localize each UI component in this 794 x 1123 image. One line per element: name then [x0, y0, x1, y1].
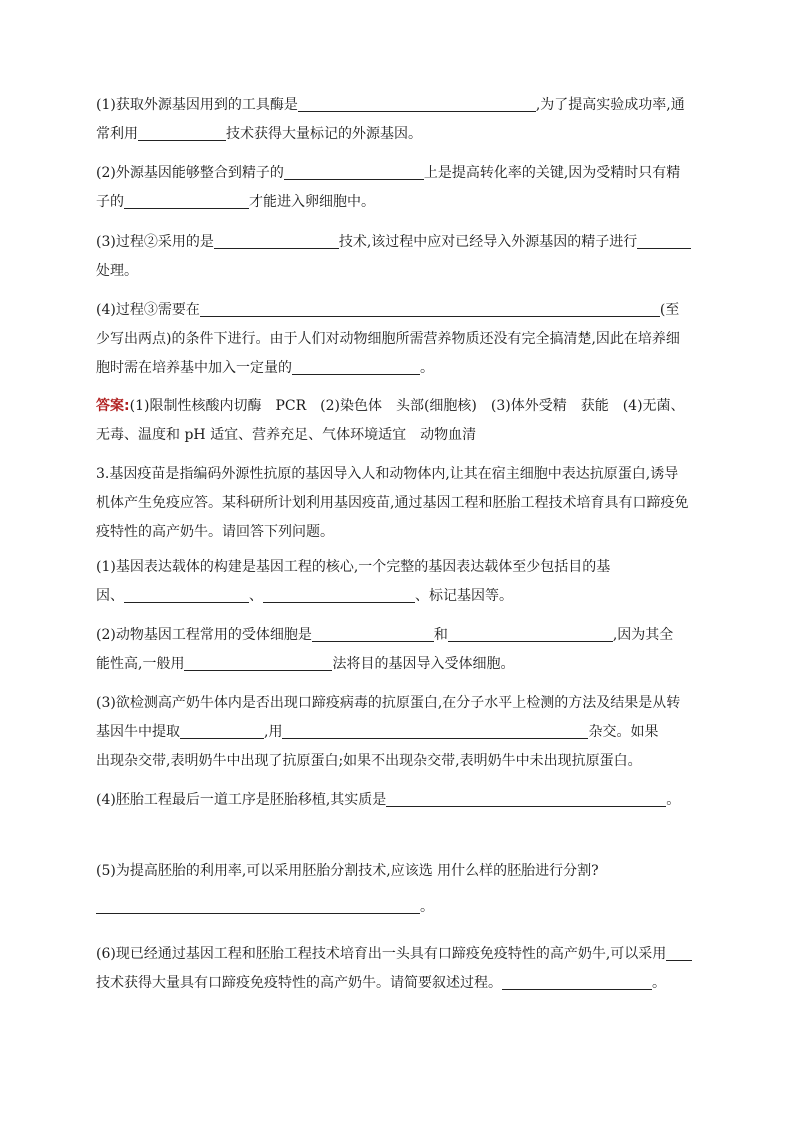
s1-text-c: 、标记基因等。	[415, 588, 513, 604]
problem-3-stem	[96, 460, 700, 547]
q4-text-c: 少写出两点)的条件下进行。由于人们对动物细胞所需营养物质还没有完全搞清楚,因此在培养细	[96, 331, 680, 347]
s1-text-b: 、	[249, 588, 263, 604]
q1-text-b: ,为了提高实验成功率,通	[535, 97, 685, 113]
sub-question-5-answer	[96, 893, 700, 922]
q1-text-a: (1)获取外源基因用到的工具酶是	[96, 97, 298, 113]
s2-text-a: (2)动物基因工程常用的受体细胞是	[96, 627, 312, 643]
answer-blank-promoter[interactable]	[124, 584, 249, 603]
answer-blank-antibody[interactable]	[282, 720, 588, 739]
answer-blank-conditions[interactable]	[200, 298, 660, 317]
s6-text-a: (6)现已经通过基因工程和胚胎工程技术培育出一头具有口蹄疫免疫特性的高产奶牛,可以采用	[96, 946, 667, 962]
answer-blank-technique[interactable]	[138, 122, 226, 141]
s1-line-1: (1)基因表达载体的构建是基因工程的核心,一个完整的基因表达载体至少包括目的基	[96, 559, 611, 575]
answer-blank-sperm-part[interactable]	[284, 161, 424, 180]
q2-text-d: 才能进入卵细胞中。	[249, 194, 375, 210]
answer-label: 答案:	[96, 398, 130, 414]
s2-text-c: ,因为其全	[612, 627, 674, 643]
s3-text-c: 杂交。如果	[588, 724, 659, 740]
s4-text-a: (4)胚胎工程最后一道工序是胚胎移植,其实质是	[96, 792, 387, 808]
s6-text-c: 。	[652, 975, 666, 991]
answer-blank-terminator[interactable]	[263, 584, 415, 603]
s1-text-a: 因、	[96, 588, 124, 604]
answer-line-1: (1)限制性核酸内切酶 PCR (2)染色体 头部(细胞核) (3)体外受精 获能 (4)无菌、	[129, 398, 685, 414]
s2-text-b: 和	[433, 627, 448, 643]
answer-block	[96, 392, 700, 450]
problem-3-line-1: 3.基因疫苗是指编码外源性抗原的基因导入人和动物体内,让其在宿主细胞中表达抗原蛋白,诱导	[96, 466, 679, 482]
answer-line-2: 无毒、温度和 pH 适宜、营养充足、气体环境适宜 动物血清	[96, 427, 477, 443]
q3-text-b: 技术,该过程中应对已经导入外源基因的精子进行	[338, 234, 638, 250]
s6-text-b: 技术获得大量具有口蹄疫免疫特性的高产奶牛。请简要叙述过程。	[96, 975, 502, 991]
question-3	[96, 228, 700, 286]
q3-text-a: (3)过程②采用的是	[96, 234, 214, 250]
q1-text-c: 常利用	[96, 126, 138, 142]
q2-text-c: 子的	[96, 194, 124, 210]
answer-blank-process[interactable]	[502, 971, 652, 990]
s3-text-a: 基因牛中提取	[96, 724, 180, 740]
answer-blank-extract[interactable]	[180, 720, 264, 739]
answer-blank-process-tech[interactable]	[214, 230, 339, 249]
q1-text-d: 技术获得大量标记的外源基因。	[226, 126, 422, 142]
q4-text-b: (至	[659, 302, 680, 318]
s2-text-e: 法将目的基因导入受体细胞。	[332, 656, 515, 672]
sub-question-2	[96, 621, 700, 679]
q2-text-a: (2)外源基因能够整合到精子的	[96, 165, 284, 181]
s3-text-b: ,用	[264, 724, 283, 740]
q4-text-a: (4)过程③需要在	[96, 302, 200, 318]
s4-text-b: 。	[666, 792, 681, 808]
s2-text-d: 能性高,一般用	[96, 656, 185, 672]
question-1	[96, 91, 700, 149]
q4-text-e: 。	[420, 360, 434, 376]
q4-text-d: 胞时需在培养基中加入一定量的	[96, 360, 292, 376]
q3-text-c: 处理。	[96, 263, 138, 279]
s5-text-b: 。	[420, 899, 434, 915]
problem-3-line-2: 机体产生免疫应答。某科研所计划利用基因疫苗,通过基因工程和胚胎工程技术培育具有口蹄疫免	[96, 495, 689, 511]
sub-question-3	[96, 689, 700, 776]
answer-blank-essence[interactable]	[386, 788, 666, 807]
answer-blank-embryo[interactable]	[96, 895, 420, 914]
sub-question-1	[96, 553, 700, 611]
problem-3-line-3: 疫特性的高产奶牛。请回答下列问题。	[96, 524, 334, 540]
answer-blank-recipient-cell-1[interactable]	[312, 623, 434, 642]
answer-blank-method[interactable]	[184, 652, 332, 671]
answer-blank-recipient-cell-2[interactable]	[448, 623, 613, 642]
q2-text-b: 上是提高转化率的关键,因为受精时只有精	[423, 165, 681, 181]
answer-blank-sperm-head[interactable]	[124, 190, 249, 209]
sub-question-5	[96, 857, 700, 886]
question-4	[96, 296, 700, 383]
answer-blank-enzyme[interactable]	[298, 93, 536, 112]
s3-line-3: 出现杂交带,表明奶牛中出现了抗原蛋白;如果不出现杂交带,表明奶牛中未出现抗原蛋白。	[96, 753, 642, 769]
sub-question-6	[96, 940, 700, 998]
answer-blank-cloning[interactable]	[666, 942, 692, 961]
answer-blank-serum[interactable]	[292, 356, 420, 375]
question-2	[96, 159, 700, 217]
s5-line-1: (5)为提高胚胎的利用率,可以采用胚胎分割技术,应该选 用什么样的胚胎进行分割?	[96, 863, 599, 879]
sub-question-4	[96, 786, 700, 815]
s3-line-1: (3)欲检测高产奶牛体内是否出现口蹄疫病毒的抗原蛋白,在分子水平上检测的方法及结果是从转	[96, 695, 681, 711]
answer-blank-sperm-treatment[interactable]	[637, 230, 691, 249]
